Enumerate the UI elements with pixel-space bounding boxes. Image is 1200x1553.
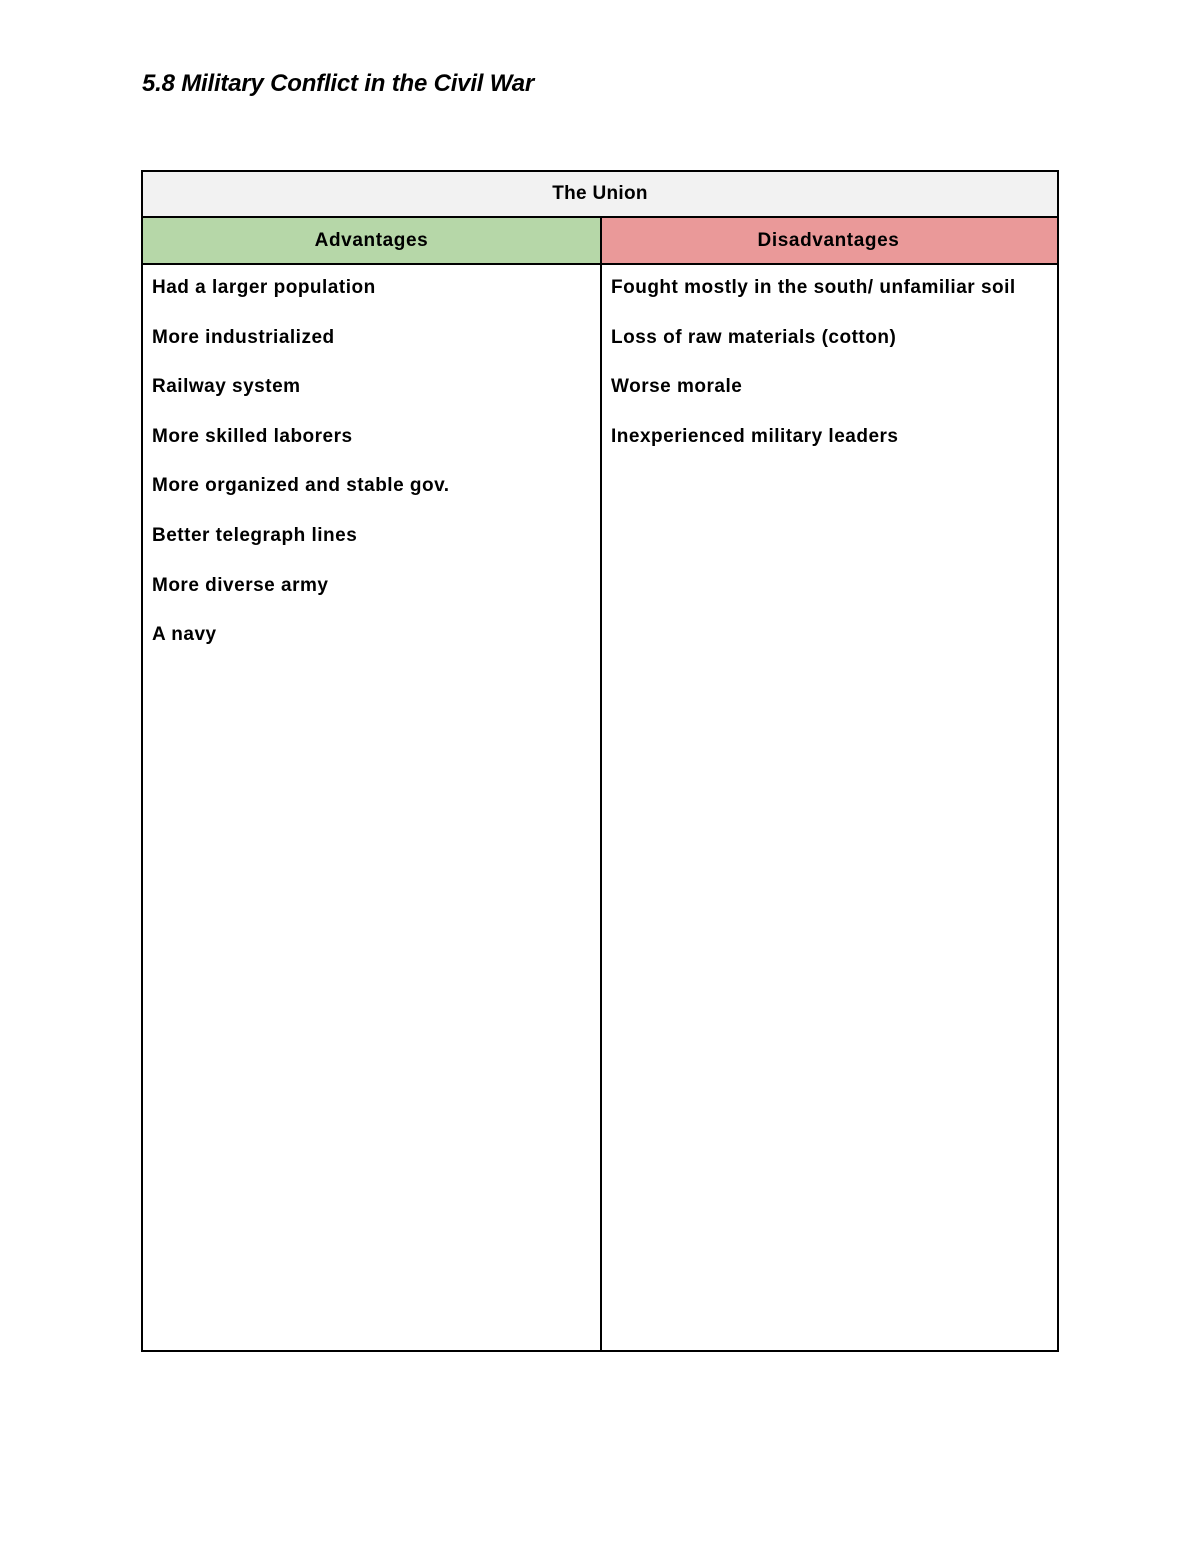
list-item: Fought mostly in the south/ unfamiliar soil <box>611 277 1016 298</box>
list-item: More diverse army <box>152 574 329 596</box>
advantages-list <box>143 265 600 1350</box>
table-header-union: The Union <box>143 172 1057 218</box>
list-item: More skilled laborers <box>152 425 353 447</box>
union-comparison-table <box>141 170 1059 1352</box>
disadvantages-list <box>602 265 1057 1350</box>
list-item: More organized and stable gov. <box>152 475 450 497</box>
list-item: A navy <box>152 624 217 646</box>
list-item: More industrialized <box>152 326 335 348</box>
list-item: Worse morale <box>611 376 743 398</box>
list-item: Inexperienced military leaders <box>611 425 899 447</box>
list-item: Loss of raw materials (cotton) <box>611 326 897 348</box>
page-title: 5.8 Military Conflict in the Civil War <box>142 70 535 97</box>
advantages-header: Advantages <box>143 218 600 265</box>
list-item: Better telegraph lines <box>152 524 358 546</box>
list-item: Railway system <box>152 376 301 398</box>
list-item: Had a larger population <box>152 277 376 298</box>
disadvantages-header: Disadvantages <box>600 218 1057 265</box>
